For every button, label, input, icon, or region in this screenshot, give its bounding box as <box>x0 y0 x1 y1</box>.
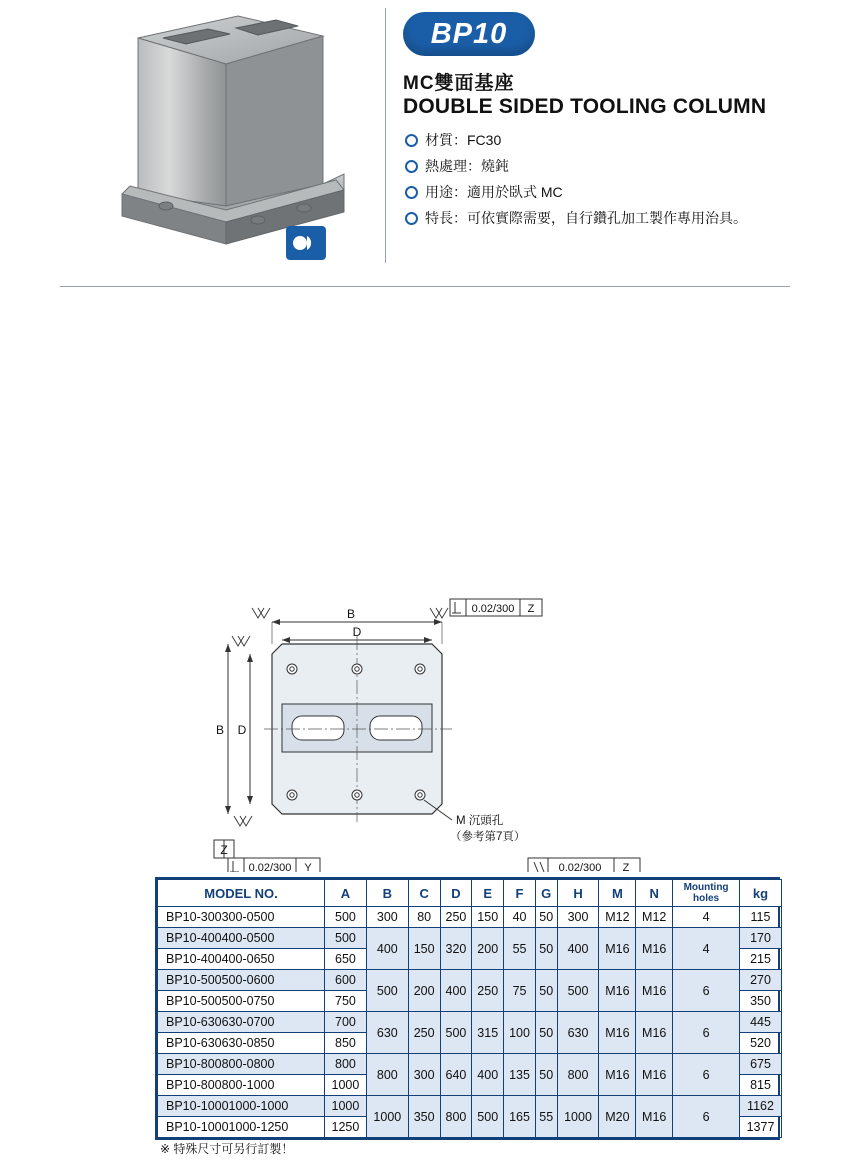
page-title-en: DOUBLE SIDED TOOLING COLUMN <box>403 95 767 118</box>
cell-c: 150 <box>408 928 440 970</box>
cell-c: 80 <box>408 907 440 928</box>
bullet-icon <box>405 212 418 225</box>
spec-item <box>405 130 825 150</box>
cell-a: 600 <box>325 970 367 991</box>
cell-m: M12 <box>599 907 636 928</box>
product-photo-svg <box>108 8 358 263</box>
footer-note: ※ 特殊尺寸可另行訂製！ <box>160 1142 294 1156</box>
cell-holes: 6 <box>673 970 740 1012</box>
cell-b: 500 <box>366 970 408 1012</box>
cell-model: BP10-10001000-1250 <box>158 1117 325 1138</box>
header-horizontal-divider <box>60 286 790 287</box>
gdt-par-value: 0.02/300 <box>558 862 602 872</box>
note-counterbore: M 沉頭孔 <box>456 815 504 827</box>
model-badge-label: BP10 <box>430 17 508 50</box>
gdt-par-datum: Z <box>622 862 630 872</box>
cell-a: 650 <box>325 949 367 970</box>
cell-c: 200 <box>408 970 440 1012</box>
spec-item-label: 熱處理：燒鈍 <box>425 158 509 174</box>
spec-item <box>405 182 825 202</box>
cell-b: 1000 <box>366 1096 408 1138</box>
dim-b-left: B <box>215 723 225 737</box>
cell-e: 150 <box>472 907 504 928</box>
cell-kg: 445 <box>740 1012 782 1033</box>
cell-b: 400 <box>366 928 408 970</box>
cell-b: 630 <box>366 1012 408 1054</box>
table-row <box>158 928 782 949</box>
cell-kg: 115 <box>740 907 782 928</box>
table-header-row <box>158 880 782 907</box>
cell-holes: 4 <box>673 928 740 970</box>
cell-holes: 6 <box>673 1012 740 1054</box>
cell-f: 40 <box>504 907 536 928</box>
cell-kg: 1377 <box>740 1117 782 1138</box>
cell-d: 500 <box>440 1012 472 1054</box>
cell-model: BP10-400400-0650 <box>158 949 325 970</box>
table-row <box>158 970 782 991</box>
cell-model: BP10-300300-0500 <box>158 907 325 928</box>
header-vertical-divider <box>385 8 386 263</box>
cell-f: 55 <box>504 928 536 970</box>
cell-h: 400 <box>557 928 599 970</box>
th-model: MODEL NO. <box>158 880 325 907</box>
cell-m: M16 <box>599 928 636 970</box>
cell-h: 1000 <box>557 1096 599 1138</box>
cell-n: M12 <box>636 907 673 928</box>
cell-a: 1000 <box>325 1075 367 1096</box>
technical-drawings <box>0 292 850 872</box>
cell-n: M16 <box>636 1012 673 1054</box>
header-section <box>0 0 850 285</box>
th-m: M <box>599 880 636 907</box>
dim-b-top: B <box>346 607 356 621</box>
cell-a: 500 <box>325 928 367 949</box>
cell-a: 800 <box>325 1054 367 1075</box>
datum-z-label: Z <box>220 843 228 857</box>
th-mounting-line1: Mounting <box>683 882 729 893</box>
cell-model: BP10-10001000-1000 <box>158 1096 325 1117</box>
cell-h: 300 <box>557 907 599 928</box>
gdt-top-datum: Z <box>527 603 535 615</box>
cell-g: 50 <box>535 1054 557 1096</box>
table-body <box>158 907 782 1138</box>
cell-f: 100 <box>504 1012 536 1054</box>
cell-model: BP10-500500-0750 <box>158 991 325 1012</box>
gdt-top-value: 0.02/300 <box>471 603 515 615</box>
cell-a: 1250 <box>325 1117 367 1138</box>
cell-n: M16 <box>636 970 673 1012</box>
cell-model: BP10-630630-0700 <box>158 1012 325 1033</box>
spec-list <box>405 130 825 234</box>
product-photo <box>108 8 358 263</box>
cell-g: 50 <box>535 907 557 928</box>
cell-h: 630 <box>557 1012 599 1054</box>
cell-c: 300 <box>408 1054 440 1096</box>
cell-m: M16 <box>599 970 636 1012</box>
spec-table-container <box>155 877 780 1140</box>
th-e: E <box>472 880 504 907</box>
spec-table-border <box>155 877 780 1140</box>
table-row <box>158 1054 782 1075</box>
cell-c: 350 <box>408 1096 440 1138</box>
cell-holes: 6 <box>673 1054 740 1096</box>
spec-item <box>405 208 825 228</box>
spec-item <box>405 156 825 176</box>
cell-a: 750 <box>325 991 367 1012</box>
cell-kg: 215 <box>740 949 782 970</box>
cell-n: M16 <box>636 1054 673 1096</box>
page-title-cn: MC雙面基座 <box>403 73 515 94</box>
th-kg: kg <box>740 880 782 907</box>
cell-model: BP10-630630-0850 <box>158 1033 325 1054</box>
cell-n: M16 <box>636 1096 673 1138</box>
cell-f: 135 <box>504 1054 536 1096</box>
cell-kg: 815 <box>740 1075 782 1096</box>
cell-m: M16 <box>599 1012 636 1054</box>
cell-kg: 520 <box>740 1033 782 1054</box>
cell-e: 250 <box>472 970 504 1012</box>
drawings-svg <box>0 292 850 872</box>
cell-f: 165 <box>504 1096 536 1138</box>
th-h: H <box>557 880 599 907</box>
cell-d: 250 <box>440 907 472 928</box>
cell-model: BP10-800800-0800 <box>158 1054 325 1075</box>
cell-model: BP10-800800-1000 <box>158 1075 325 1096</box>
cell-h: 800 <box>557 1054 599 1096</box>
spec-item-label: 材質：FC30 <box>425 132 502 148</box>
bullet-icon <box>405 134 418 147</box>
th-c: C <box>408 880 440 907</box>
cell-d: 640 <box>440 1054 472 1096</box>
gdt-left-datum: Y <box>304 862 312 872</box>
dim-d-left: D <box>237 723 247 737</box>
cell-holes: 6 <box>673 1096 740 1138</box>
cell-g: 50 <box>535 970 557 1012</box>
cell-kg: 350 <box>740 991 782 1012</box>
cell-d: 400 <box>440 970 472 1012</box>
cell-g: 50 <box>535 1012 557 1054</box>
cell-a: 500 <box>325 907 367 928</box>
th-d: D <box>440 880 472 907</box>
cell-b: 800 <box>366 1054 408 1096</box>
bullet-icon <box>405 186 418 199</box>
table-row <box>158 1012 782 1033</box>
spec-table <box>157 879 782 1138</box>
cell-kg: 270 <box>740 970 782 991</box>
bullet-icon <box>405 160 418 173</box>
cell-e: 400 <box>472 1054 504 1096</box>
cell-g: 50 <box>535 928 557 970</box>
cell-kg: 170 <box>740 928 782 949</box>
cell-kg: 1162 <box>740 1096 782 1117</box>
th-n: N <box>636 880 673 907</box>
cell-e: 200 <box>472 928 504 970</box>
spec-item-label: 特長：可依實際需要，自行鑽孔加工製作專用治具。 <box>425 210 747 226</box>
cell-g: 55 <box>535 1096 557 1138</box>
th-a: A <box>325 880 367 907</box>
dim-d-top: D <box>352 625 362 639</box>
cell-a: 700 <box>325 1012 367 1033</box>
cell-kg: 675 <box>740 1054 782 1075</box>
brand-logo-tag <box>286 226 326 260</box>
th-mounting-line2: holes <box>693 893 720 904</box>
cell-a: 850 <box>325 1033 367 1054</box>
cell-e: 315 <box>472 1012 504 1054</box>
th-g: G <box>535 880 557 907</box>
cell-m: M20 <box>599 1096 636 1138</box>
cell-h: 500 <box>557 970 599 1012</box>
th-b: B <box>366 880 408 907</box>
cell-d: 800 <box>440 1096 472 1138</box>
cell-c: 250 <box>408 1012 440 1054</box>
cell-model: BP10-400400-0500 <box>158 928 325 949</box>
th-mounting-holes <box>673 880 740 907</box>
cell-f: 75 <box>504 970 536 1012</box>
note-counterbore-ref: （參考第7頁） <box>450 831 526 843</box>
table-row <box>158 907 782 928</box>
cell-e: 500 <box>472 1096 504 1138</box>
cell-d: 320 <box>440 928 472 970</box>
model-badge <box>403 12 535 56</box>
gdt-left-value: 0.02/300 <box>248 862 292 872</box>
cell-model: BP10-500500-0600 <box>158 970 325 991</box>
cell-b: 300 <box>366 907 408 928</box>
cell-m: M16 <box>599 1054 636 1096</box>
th-f: F <box>504 880 536 907</box>
spec-item-label: 用途：適用於臥式 MC <box>425 184 563 200</box>
cell-n: M16 <box>636 928 673 970</box>
cell-holes: 4 <box>673 907 740 928</box>
cell-a: 1000 <box>325 1096 367 1117</box>
table-row <box>158 1096 782 1117</box>
